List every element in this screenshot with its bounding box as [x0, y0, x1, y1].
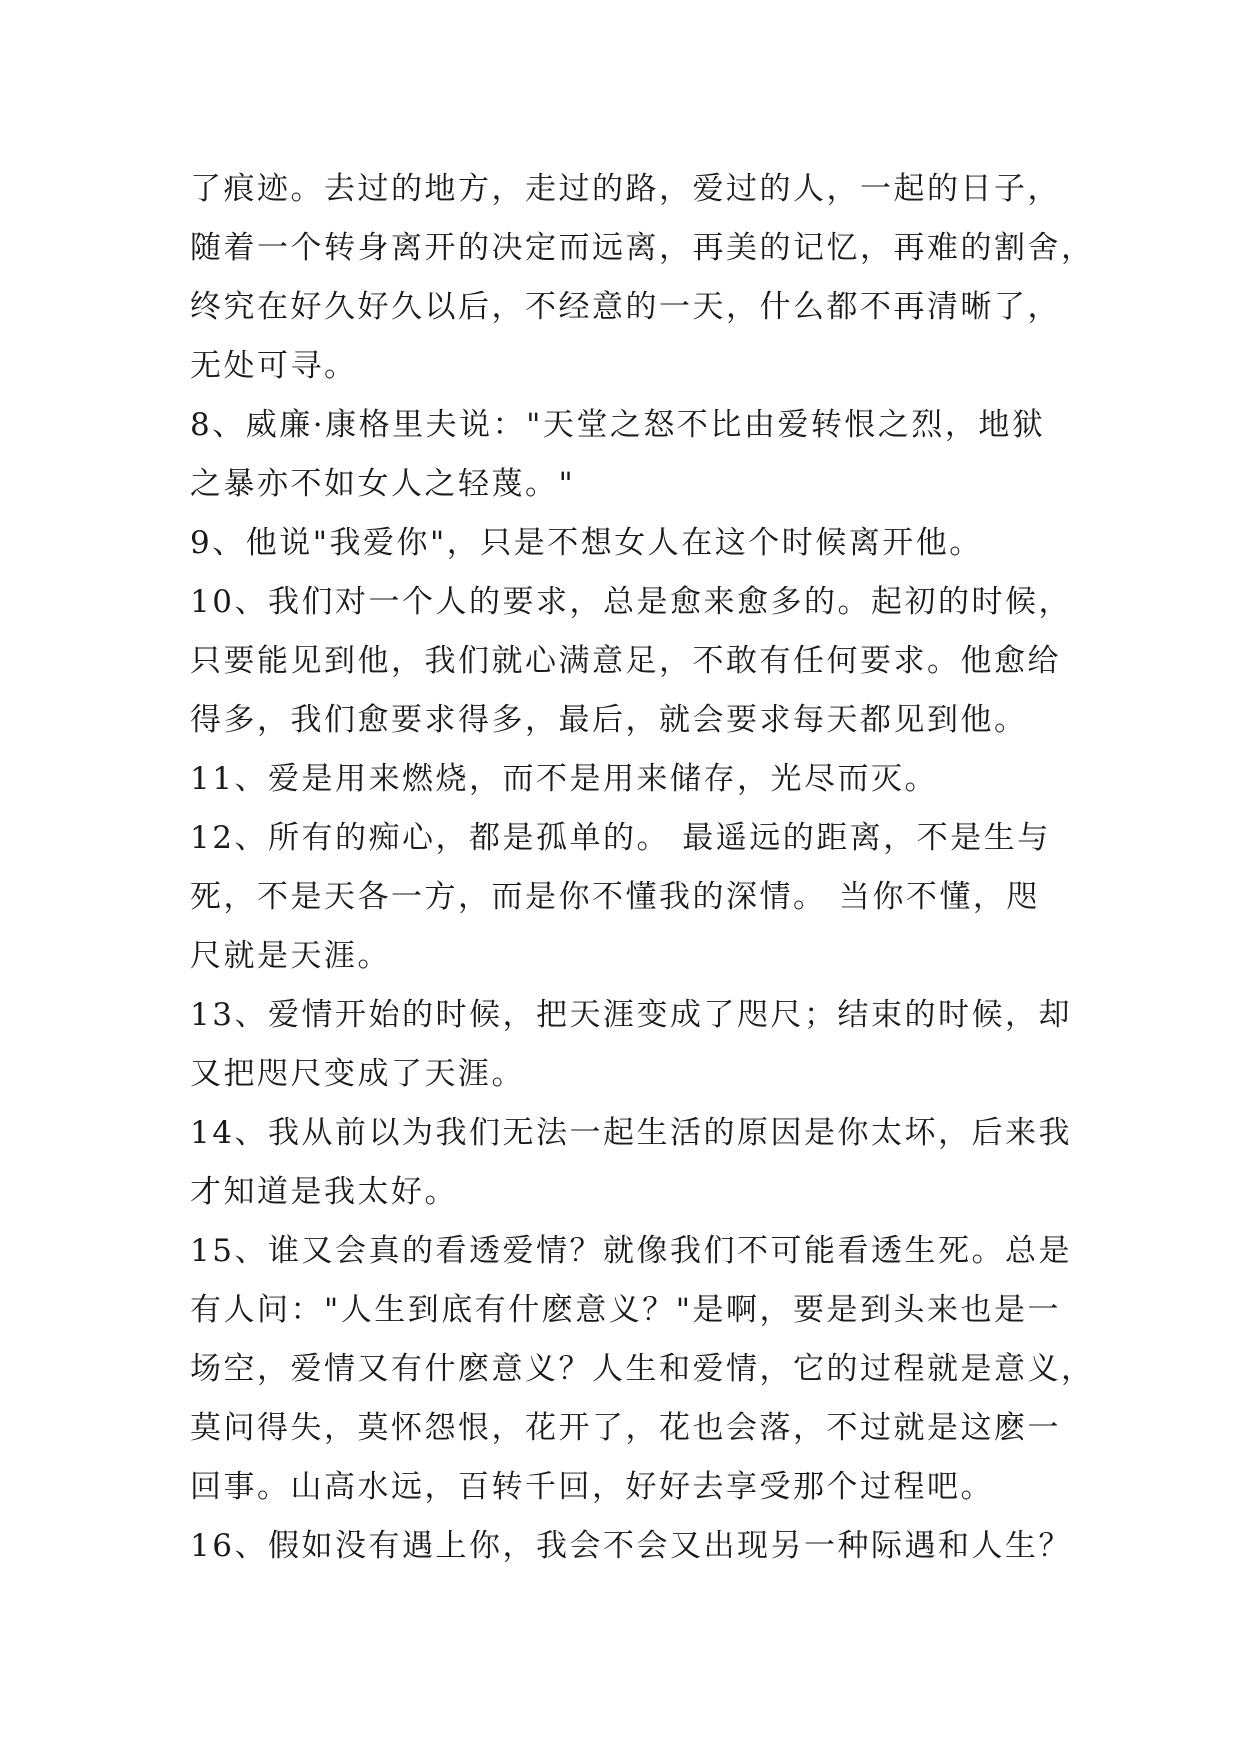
text-line: 了痕迹。去过的地方，走过的路，爱过的人，一起的日子，: [190, 171, 1061, 207]
text-line: 尺就是天涯。: [190, 938, 391, 974]
text-line: 13、爱情开始的时候，把天涯变成了咫尺；结束的时候，却: [190, 997, 1072, 1033]
text-line: 才知道是我太好。: [190, 1174, 458, 1210]
text-line: 12、所有的痴心，都是孤单的。 最遥远的距离，不是生与: [190, 820, 1051, 856]
text-line: 9、他说"我爱你"，只是不想女人在这个时候离开他。: [190, 525, 983, 561]
text-line: 15、谁又会真的看透爱情？就像我们不可能看透生死。总是: [190, 1233, 1072, 1269]
text-line: 10、我们对一个人的要求，总是愈来愈多的。起初的时候，: [190, 584, 1072, 620]
text-line: 14、我从前以为我们无法一起生活的原因是你太坏，后来我: [190, 1115, 1072, 1151]
text-line: 场空，爱情又有什麽意义？人生和爱情，它的过程就是意义，: [190, 1351, 1095, 1387]
text-line: 死，不是天各一方，而是你不懂我的深情。 当你不懂，咫: [190, 879, 1040, 915]
text-line: 终究在好久好久以后，不经意的一天，什么都不再清晰了，: [190, 289, 1061, 325]
text-line: 16、假如没有遇上你，我会不会又出现另一种际遇和人生？: [190, 1528, 1072, 1564]
document-body: [190, 160, 1095, 1576]
text-line: 随着一个转身离开的决定而远离，再美的记忆，再难的割舍，: [190, 230, 1095, 266]
text-line: 之暴亦不如女人之轻蔑。": [190, 466, 576, 502]
text-line: 11、爱是用来燃烧，而不是用来储存，光尽而灭。: [190, 761, 938, 797]
text-line: 只要能见到他，我们就心满意足，不敢有任何要求。他愈给: [190, 643, 1061, 679]
text-line: 无处可寻。: [190, 348, 358, 384]
text-line: 回事。山高水远，百转千回，好好去享受那个过程吧。: [190, 1469, 994, 1505]
text-line: 莫问得失，莫怀怨恨，花开了，花也会落，不过就是这麽一: [190, 1410, 1061, 1446]
text-line: 又把咫尺变成了天涯。: [190, 1056, 525, 1092]
text-line: 8、威廉·康格里夫说："天堂之怒不比由爱转恨之烈，地狱: [190, 407, 1046, 443]
text-line: 得多，我们愈要求得多，最后，就会要求每天都见到他。: [190, 702, 1028, 738]
text-line: 有人问："人生到底有什麽意义？"是啊，要是到头来也是一: [190, 1292, 1062, 1328]
